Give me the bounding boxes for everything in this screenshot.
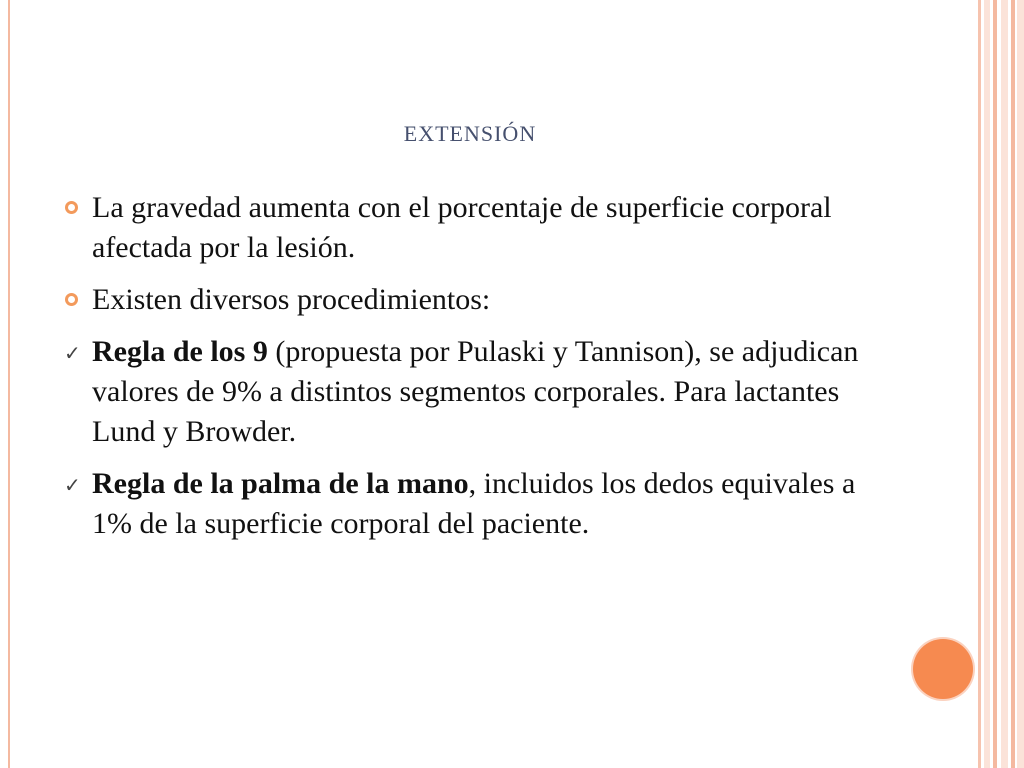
- item-text: La gravedad aumenta con el porcentaje de superficie corporal afectada por la lesión.: [92, 191, 832, 264]
- list-item: [62, 280, 882, 320]
- right-stripe: [1011, 0, 1015, 768]
- right-stripe: [978, 0, 981, 768]
- right-stripe: [993, 0, 997, 768]
- right-stripe: [984, 0, 990, 768]
- bullet-list: [62, 188, 882, 556]
- item-text: (propuesta por Pulaski y Tannison), se adjudican valores de 9% a distintos segmentos corporales. Para lactantes Lund y Browder.: [92, 335, 859, 448]
- decorative-circle: [913, 639, 973, 699]
- checkmark-icon: ✓: [64, 341, 81, 365]
- item-bold-text: Regla de la palma de la mano: [92, 467, 469, 500]
- ring-bullet-icon: [65, 201, 78, 214]
- list-item: [62, 332, 882, 452]
- slide-title: extensión: [403, 112, 537, 148]
- ring-bullet-icon: [65, 293, 78, 306]
- item-bold-text: Regla de los 9: [92, 335, 268, 368]
- list-item: [62, 188, 882, 268]
- item-text: Existen diversos procedimientos:: [92, 283, 491, 316]
- list-item: [62, 464, 882, 544]
- item-text: , incluidos los dedos equivales a 1% de la superficie corporal del paciente.: [92, 467, 856, 540]
- right-stripe: [1001, 0, 1008, 768]
- checkmark-icon: ✓: [64, 473, 81, 497]
- right-stripe: [1017, 0, 1024, 768]
